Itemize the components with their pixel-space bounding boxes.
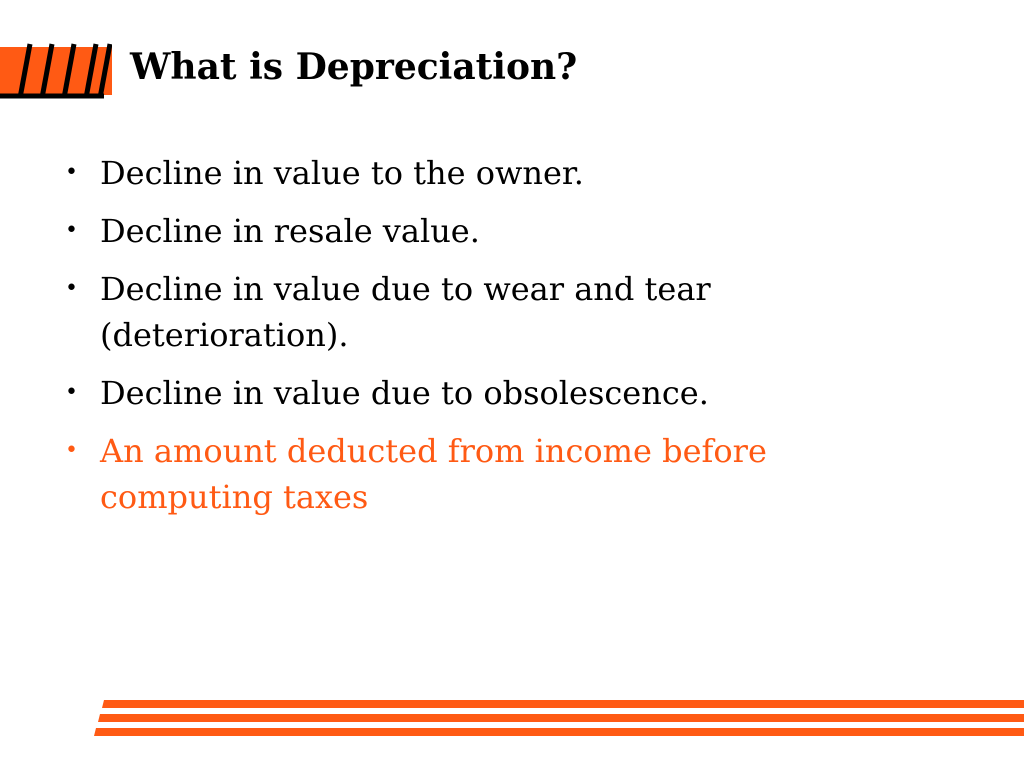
footer-stripes-decoration xyxy=(90,700,1024,738)
slide-title: What is Depreciation? xyxy=(130,46,578,88)
bullet-dot: • xyxy=(65,160,78,185)
slanted-stripes-logo-icon xyxy=(0,42,112,100)
bullet-list xyxy=(60,150,860,532)
bullet-item xyxy=(60,208,860,254)
bullet-text: Decline in value due to obsolescence. xyxy=(100,374,709,412)
bullet-text: Decline in value due to wear and tear (deterioration). xyxy=(100,270,711,354)
bullet-item xyxy=(60,150,860,196)
bullet-text: An amount deducted from income before computing taxes xyxy=(100,432,767,516)
bullet-text: Decline in resale value. xyxy=(100,212,480,250)
bullet-item xyxy=(60,428,860,520)
bullet-dot: • xyxy=(65,218,78,243)
bullet-item xyxy=(60,370,860,416)
bullet-dot: • xyxy=(65,276,78,301)
bullet-text: Decline in value to the owner. xyxy=(100,154,584,192)
bullet-item xyxy=(60,266,860,358)
bullet-dot: • xyxy=(65,380,78,405)
bullet-dot: • xyxy=(65,438,78,463)
